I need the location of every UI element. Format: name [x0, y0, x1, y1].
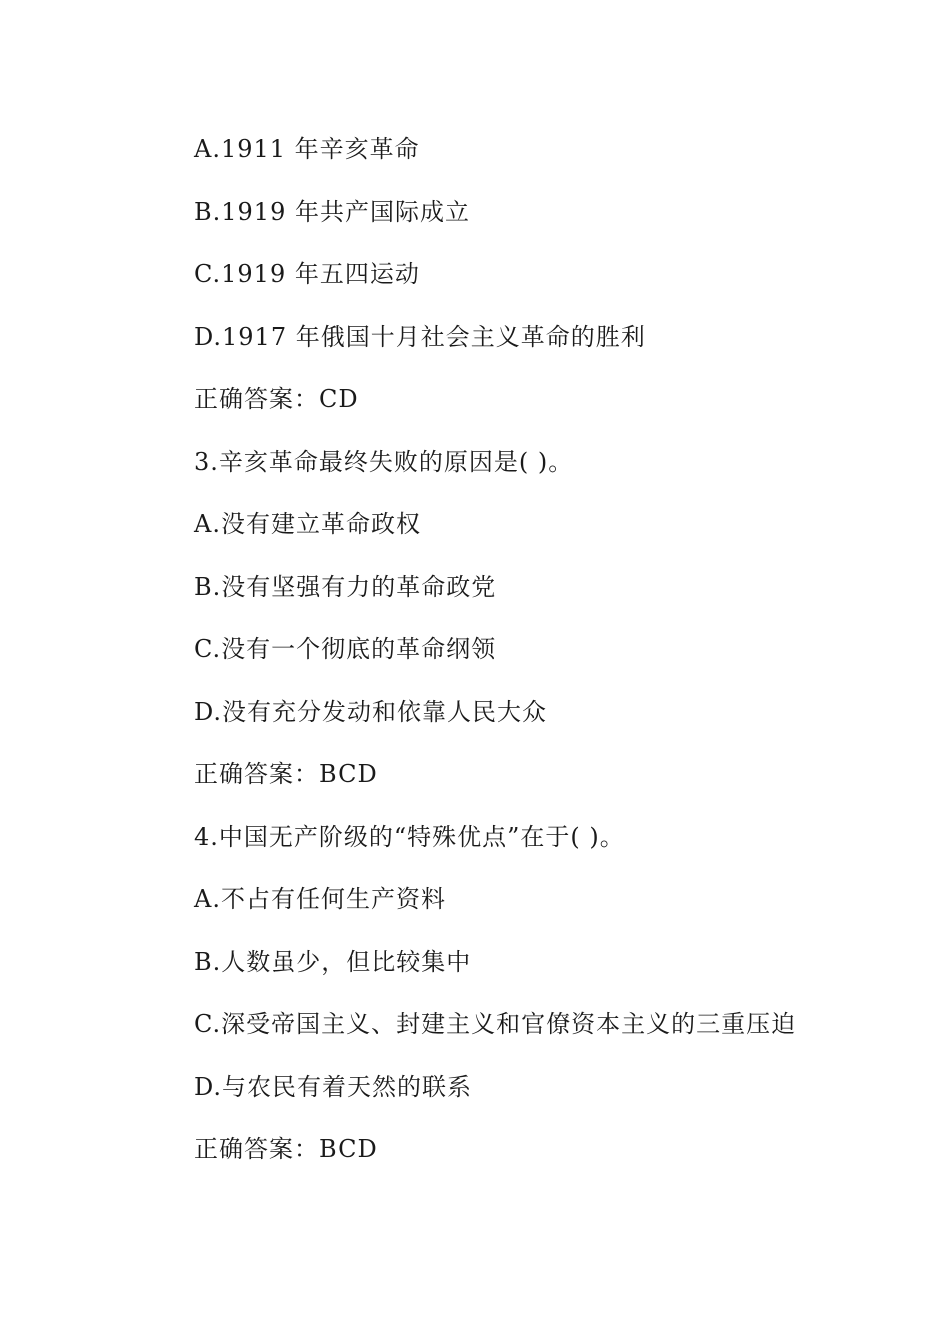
q3-option-b: B.没有坚强有力的革命政党 — [194, 573, 497, 601]
q4-question: 4.中国无产阶级的“特殊优点”在于( )。 — [194, 823, 625, 851]
q3-option-c: C.没有一个彻底的革命纲领 — [194, 635, 497, 663]
q2-option-c: C.1919 年五四运动 — [194, 260, 420, 288]
q3-question: 3.辛亥革命最终失败的原因是( )。 — [194, 448, 574, 476]
q2-option-a: A.1911 年辛亥革命 — [194, 135, 420, 163]
q4-option-b: B.人数虽少，但比较集中 — [194, 948, 472, 976]
q2-answer: 正确答案：CD — [194, 385, 359, 413]
q3-option-a: A.没有建立革命政权 — [194, 510, 421, 538]
q3-answer: 正确答案：BCD — [194, 760, 378, 788]
q4-answer: 正确答案：BCD — [194, 1135, 378, 1163]
q3-option-d: D.没有充分发动和依靠人民大众 — [194, 698, 548, 726]
q4-option-a: A.不占有任何生产资料 — [194, 885, 446, 913]
q2-option-b: B.1919 年共产国际成立 — [194, 198, 470, 226]
q2-option-d: D.1917 年俄国十月社会主义革命的胜利 — [194, 323, 646, 351]
q4-option-d: D.与农民有着天然的联系 — [194, 1073, 473, 1101]
q4-option-c: C.深受帝国主义、封建主义和官僚资本主义的三重压迫 — [194, 1010, 797, 1038]
